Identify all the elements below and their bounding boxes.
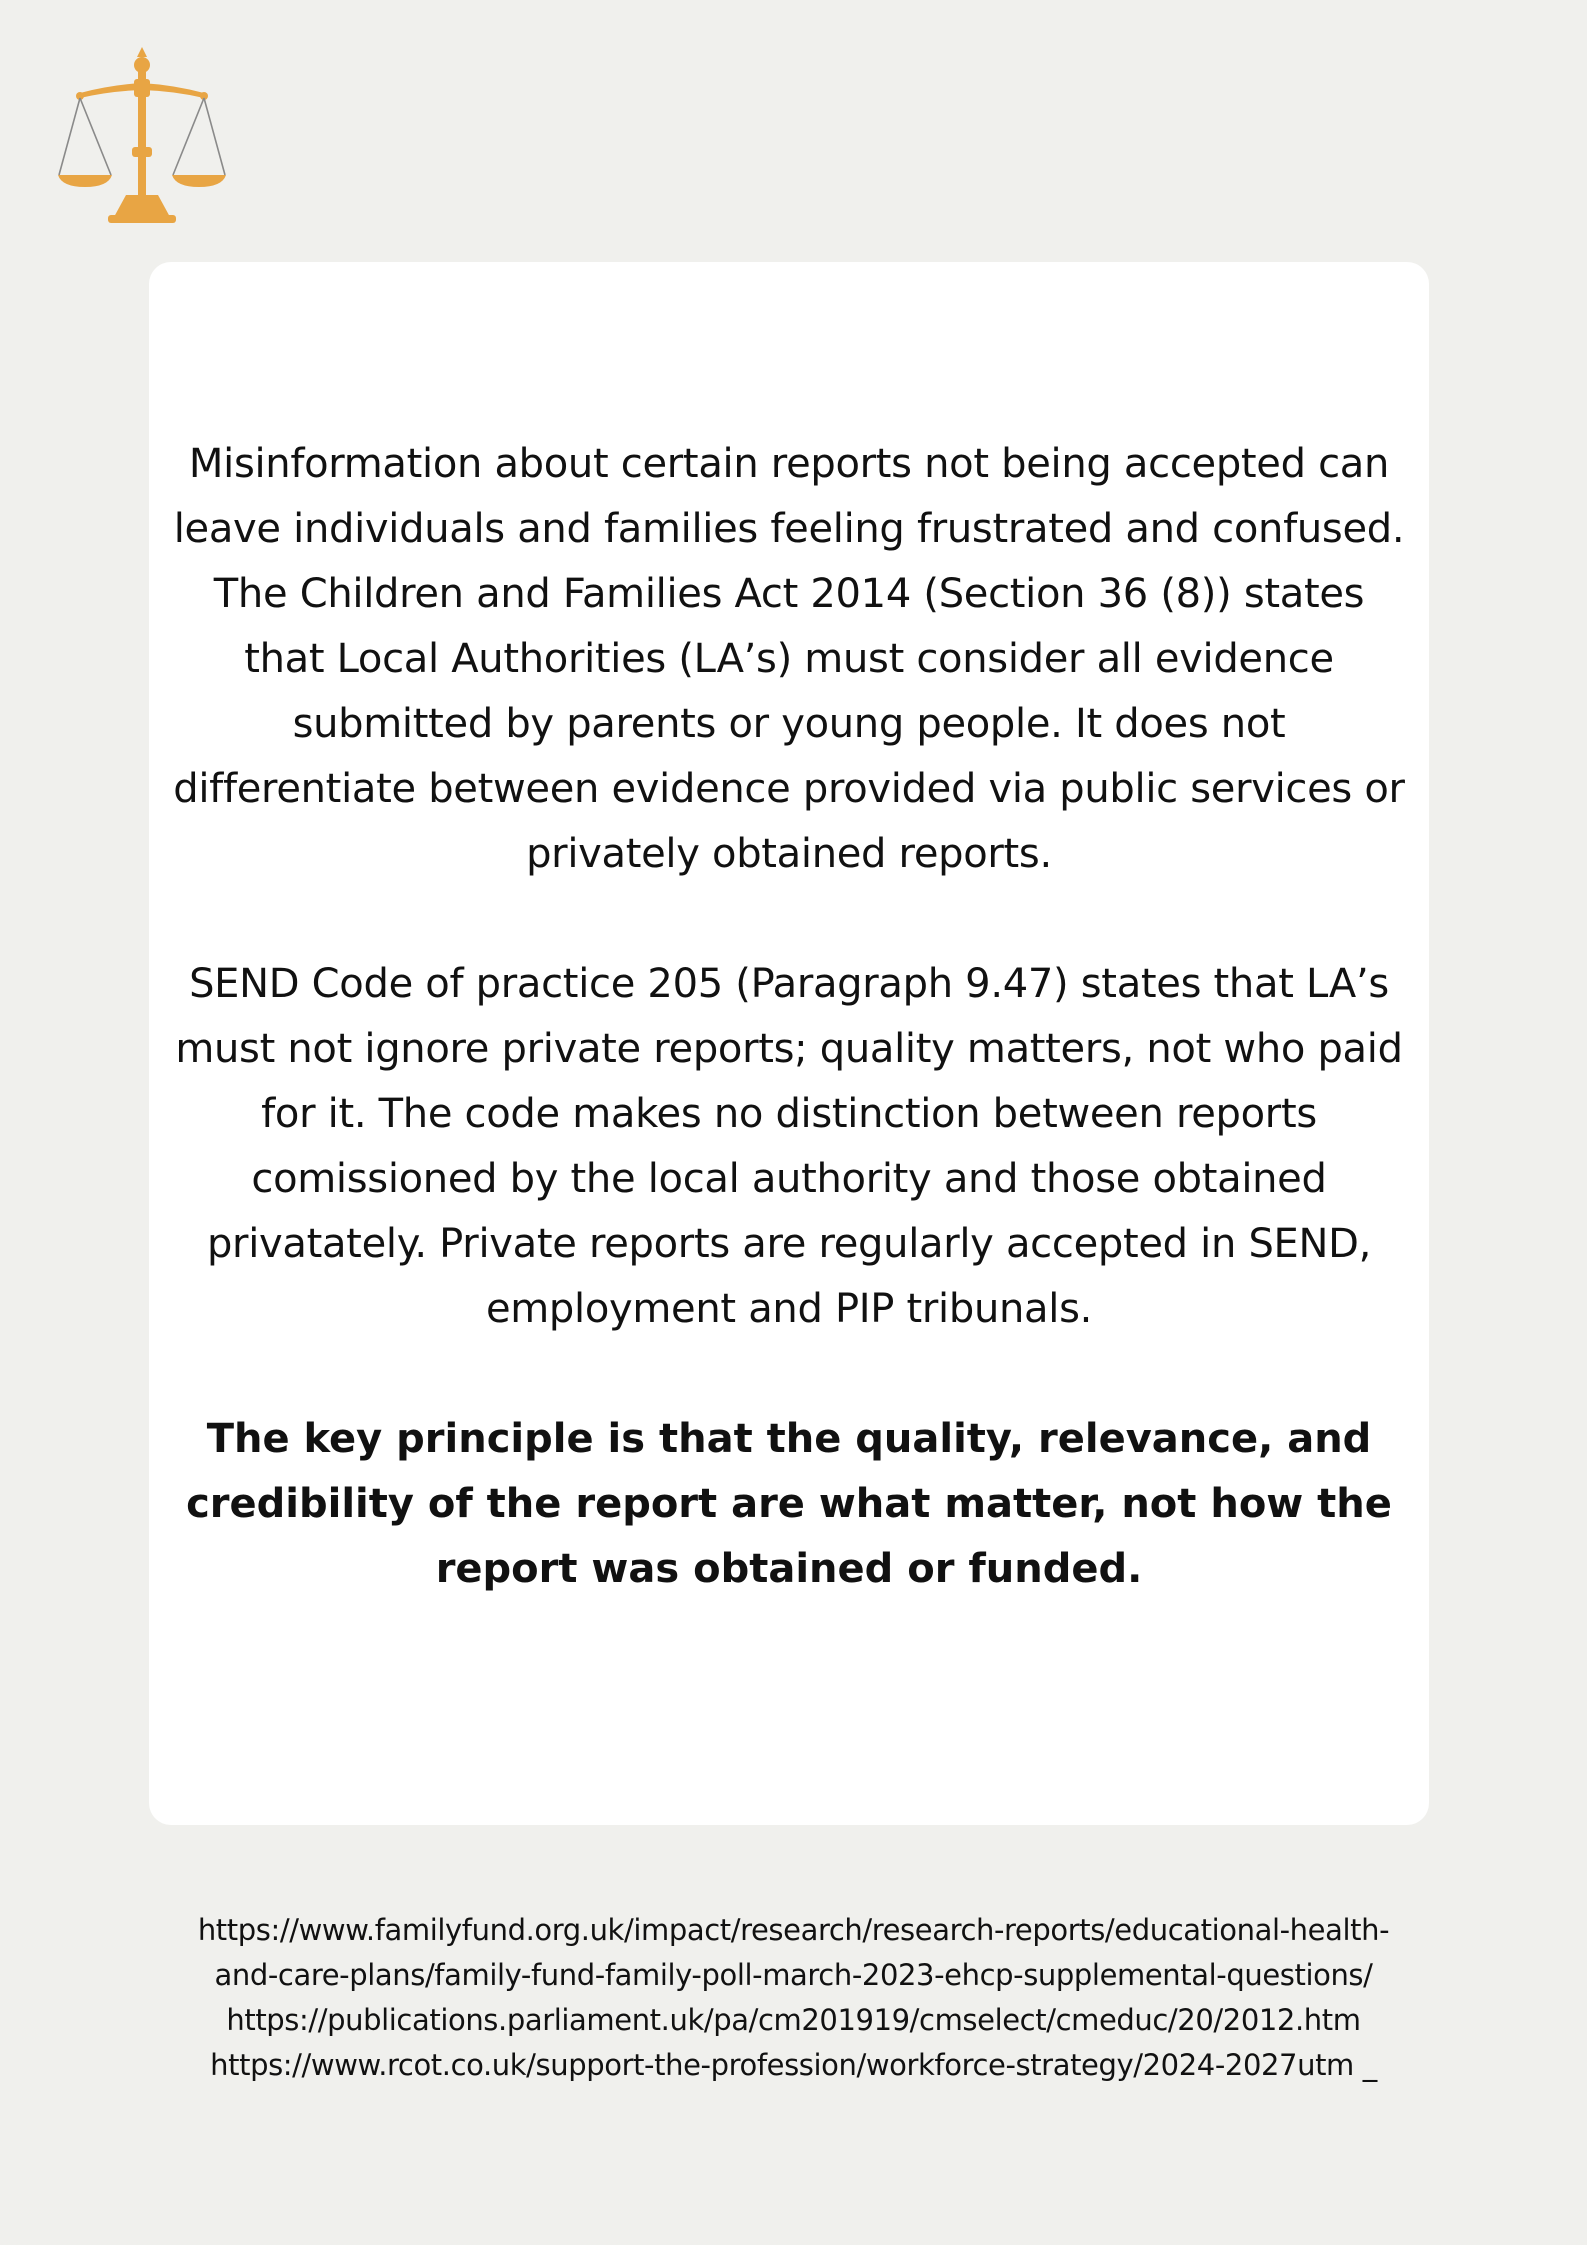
paragraph-send-code: SEND Code of practice 205 (Paragraph 9.47) states that LA’s must not ignore private reports; quality matters, not who paid for it. The code makes no distinction between reports comissioned by the local authority and those obtained privatately. Private reports are regularly accepted in SEND, employment and PIP tribunals. [175, 961, 1403, 1332]
content-card [149, 262, 1429, 1825]
reference-line: and-care-plans/family-fund-family-poll-march-2023-ehcp-supplemental-questions/ [214, 1958, 1373, 1992]
paragraph-misinformation: Misinformation about certain reports not being accepted can leave individuals and families feeling frustrated and confused. The Children and Families Act 2014 (Section 36 (8)) states that Local Authorities (LA’s) must consider all evidence submitted by parents or young people. It does not differentiate between evidence provided via public services or privately obtained reports. [173, 441, 1405, 877]
key-principle: The key principle is that the quality, relevance, and credibility of the report are what matter, not how the report was obtained or funded. [186, 1416, 1392, 1592]
reference-line: https://www.familyfund.org.uk/impact/research/research-reports/educational-health- [197, 1913, 1390, 1947]
reference-line: https://publications.parliament.uk/pa/cm201919/cmselect/cmeduc/20/2012.htm [226, 2003, 1361, 2037]
scales-of-justice-icon [50, 45, 235, 230]
references [120, 1908, 1467, 2088]
reference-line: https://www.rcot.co.uk/support-the-profession/workforce-strategy/2024-2027utm _ [210, 2048, 1377, 2082]
